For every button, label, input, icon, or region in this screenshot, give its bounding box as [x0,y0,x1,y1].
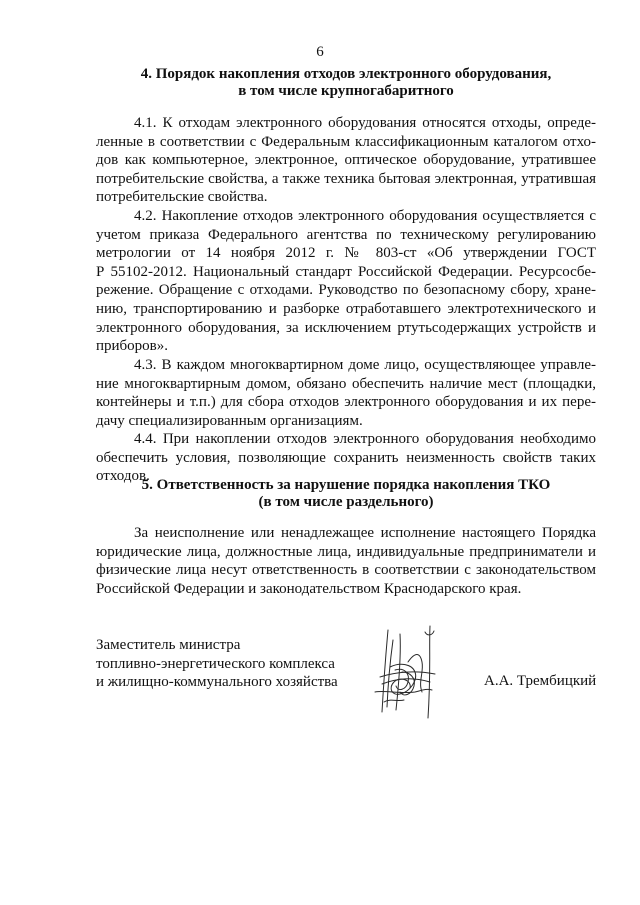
text-line: 4.4. При накоплении отходов электронного оборудования необходимо [134,431,596,447]
text-line: 4.3. В каждом многоквартирном доме лицо, осуществляющее управле- [134,357,596,373]
text-line: ленные в соответствии с Федеральным классификационным каталогом отхо- [96,133,596,150]
paragraph-5-1 [96,524,596,598]
text-line: физические лица несут ответственность в соответствии с законодательством [96,562,596,579]
text-line: За неисполнение или ненадлежащее исполнение настоящего Порядка [134,525,596,541]
section-4-title-line-1: 4. Порядок накопления отходов электронного оборудования, [140,66,552,82]
text-line: отходов. [96,468,150,485]
page-number: 6 [316,44,324,60]
paragraph-4-1 [96,114,596,207]
text-line: учетом приказа Федерального агентства по техническому регулированию [96,226,596,243]
position-line: и жилищно-коммунального хозяйства [96,674,338,691]
text-line: ние многоквартирным домом, обязано обеспечить наличие мест (площадки, [96,375,596,392]
section-4-title [96,66,596,100]
text-line: Российской Федерации и законодательством Краснодарского края. [96,580,522,597]
text-line: нию, транспортированию и разборке отработавшего электротехнического и [96,300,596,317]
section-5-title-line-1: 5. Ответственность за нарушение порядка накопления ТКО [141,477,551,493]
text-line: Р 55102-2012. Национальный стандарт Российской Федерации. Ресурсосбе- [96,263,596,280]
signatory-name: А.А. Трембицкий [484,673,597,689]
section-5-title [96,477,596,511]
text-line: 4.2. Накопление отходов электронного оборудования осуществляется с [134,208,596,224]
signatory-position [96,636,338,692]
text-line: потребительские свойства. [96,189,268,206]
paragraph-4-3 [96,356,596,430]
position-line: Заместитель министра [96,637,241,653]
handwritten-signature [360,622,455,722]
text-line: дов как компьютерное, электронное, оптическое оборудование, утратившее [96,152,596,169]
text-line: приборов». [96,338,169,355]
text-line: юридические лица, должностные лица, индивидуальные предприниматели и [96,543,596,560]
text-line: дачу специализированным организациям. [96,412,363,429]
text-line: обеспечить условия, позволяющие сохранить неизменность свойств таких [96,449,596,466]
section-5-title-line-2: (в том числе раздельного) [258,494,434,510]
text-line: электронного оборудования, за исключением ртутьсодержащих устройств и [96,319,596,336]
text-line: метрологии от 14 ноября 2012 г. № 803-ст «Об утверждении ГОСТ [96,245,596,262]
section-4-title-line-2: в том числе крупногабаритного [238,83,454,99]
position-line: топливно-энергетического комплекса [96,655,335,672]
text-line: режение. Обращение с отходами. Руководство по безопасному сбору, хране- [96,282,596,299]
paragraph-4-2 [96,207,596,356]
text-line: контейнеры и т.п.) для сбора отходов электронного оборудования и их пере- [96,394,596,411]
text-line: потребительские свойства, а также техника бытовая электронная, утратившая [96,170,596,187]
text-line: 4.1. К отходам электронного оборудования относятся отходы, опреде- [134,115,596,131]
